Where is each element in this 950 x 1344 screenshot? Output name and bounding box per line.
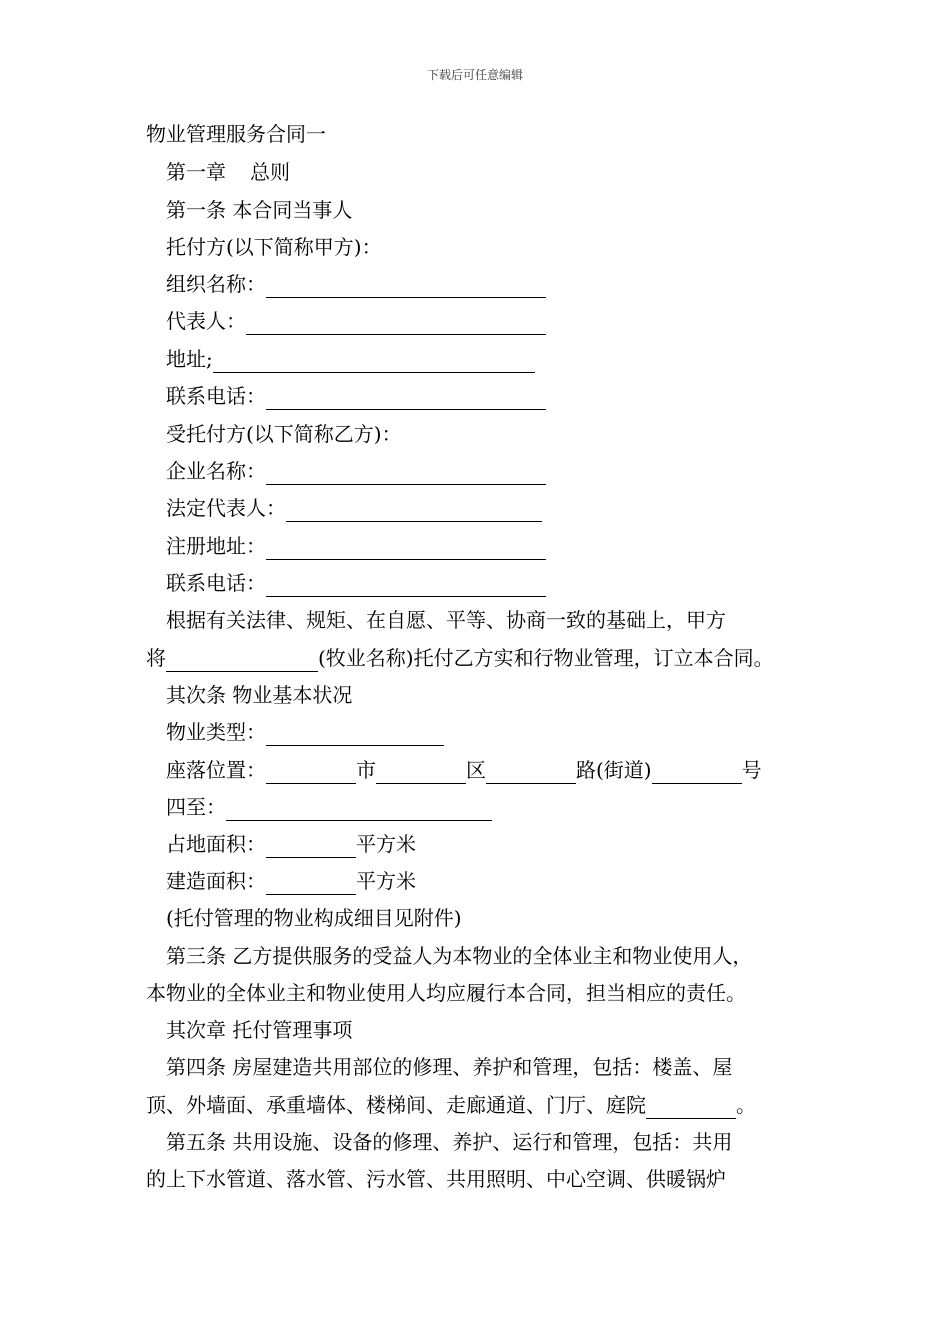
boundary-label: 四至：	[166, 795, 226, 819]
company-name-label: 企业名称：	[166, 459, 266, 483]
article-3-line-1: 第三条 乙方提供服务的受益人为本物业的全体业主和物业使用人，	[166, 944, 753, 968]
number-label: 号	[741, 758, 762, 782]
legal-rep-blank[interactable]	[286, 499, 542, 522]
land-area-blank[interactable]	[266, 835, 356, 858]
intro-prefix: 将	[146, 646, 166, 670]
intro-suffix: (牧业名称)托付乙方实和行物业管理，订立本合同。	[318, 646, 774, 670]
org-name-label: 组织名称：	[166, 272, 266, 296]
phone-blank[interactable]	[266, 387, 546, 410]
courtyard-blank[interactable]	[646, 1096, 736, 1119]
property-type-label: 物业类型：	[166, 720, 266, 744]
address-blank[interactable]	[213, 350, 535, 373]
article-2-title: 其次条 物业基本状况	[166, 683, 353, 707]
party-a-address-row	[166, 345, 535, 373]
unit-label: 平方米	[356, 869, 416, 893]
party-a-phone-row	[166, 382, 546, 410]
build-area-blank[interactable]	[266, 872, 356, 895]
chapter-name: 总则	[250, 160, 290, 184]
phone-blank[interactable]	[266, 574, 546, 597]
representative-blank[interactable]	[246, 312, 546, 335]
attachment-note: (托付管理的物业构成细目见附件)	[166, 906, 462, 930]
party-a-rep-row	[166, 307, 546, 335]
article-4-line-2	[146, 1091, 756, 1119]
land-area-label: 占地面积：	[166, 832, 266, 856]
representative-label: 代表人：	[166, 309, 246, 333]
party-b-heading: 受托付方(以下简称乙方)：	[166, 422, 402, 446]
intro-line-1: 根据有关法律、规矩、在自愿、平等、协商一致的基础上，甲方	[166, 608, 726, 632]
number-blank[interactable]	[652, 761, 742, 784]
company-name-blank[interactable]	[266, 462, 546, 485]
road-label: 路(街道)	[576, 758, 652, 782]
chapter-heading	[166, 158, 290, 186]
party-a-heading: 托付方(以下简称甲方)：	[166, 235, 382, 259]
phone-label: 联系电话：	[166, 384, 266, 408]
org-name-blank[interactable]	[266, 275, 546, 298]
legal-rep-label: 法定代表人：	[166, 496, 286, 520]
location-row	[166, 756, 762, 784]
build-area-label: 建造面积：	[166, 869, 266, 893]
party-b-company-row	[166, 457, 546, 485]
property-type-blank[interactable]	[266, 723, 444, 746]
party-b-phone-row	[166, 569, 546, 597]
city-blank[interactable]	[266, 761, 356, 784]
city-label: 市	[356, 758, 376, 782]
address-label: 地址;	[166, 347, 213, 371]
article-5-line-2: 的上下水管道、落水管、污水管、共用照明、中心空调、供暖锅炉	[146, 1167, 726, 1191]
district-blank[interactable]	[376, 761, 466, 784]
article-4-text: 顶、外墙面、承重墙体、楼梯间、走廊通道、门厅、庭院	[146, 1093, 646, 1117]
party-a-org-row	[166, 270, 546, 298]
chapter-number: 第一章	[166, 160, 226, 184]
article-4-line-1: 第四条 房屋建造共用部位的修理、养护和管理，包括：楼盖、屋	[166, 1055, 733, 1079]
build-area-row	[166, 867, 416, 895]
reg-address-blank[interactable]	[266, 537, 546, 560]
article-4-end: 。	[736, 1093, 756, 1117]
article-3-line-2: 本物业的全体业主和物业使用人均应履行本合同，担当相应的责任。	[146, 981, 746, 1005]
reg-address-label: 注册地址：	[166, 534, 266, 558]
boundary-row	[166, 793, 492, 821]
intro-line-2	[146, 644, 774, 672]
chapter-2-title: 其次章 托付管理事项	[166, 1018, 353, 1042]
unit-label: 平方米	[356, 832, 416, 856]
land-area-row	[166, 830, 416, 858]
property-name-blank[interactable]	[166, 649, 318, 672]
location-label: 座落位置：	[166, 758, 266, 782]
article-1-title: 第一条 本合同当事人	[166, 198, 353, 222]
party-b-legal-rep-row	[166, 494, 542, 522]
phone-label: 联系电话：	[166, 571, 266, 595]
boundary-blank[interactable]	[226, 798, 492, 821]
party-b-reg-address-row	[166, 532, 546, 560]
document-title: 物业管理服务合同一	[146, 122, 326, 146]
district-label: 区	[466, 758, 486, 782]
road-blank[interactable]	[486, 761, 576, 784]
property-type-row	[166, 718, 444, 746]
page-header-note: 下载后可任意编辑	[426, 68, 523, 82]
article-5-line-1: 第五条 共用设施、设备的修理、养护、运行和管理，包括：共用	[166, 1130, 733, 1154]
